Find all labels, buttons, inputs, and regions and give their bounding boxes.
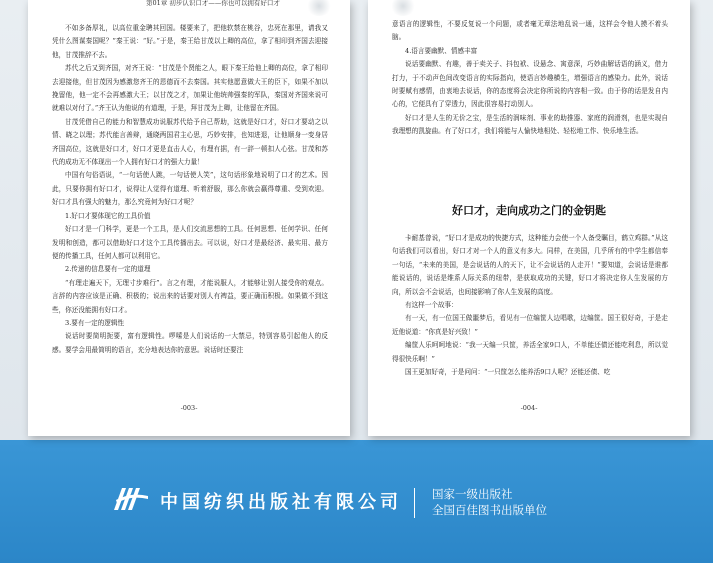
section-heading: 1.好口才要体现它的工具价值 [65,211,151,220]
paragraph: 有这样一个故事： [405,301,458,310]
paragraph: 说话时要简明扼要，富有逻辑性。啰嗦是人们说话的一大禁忌，特别容易引起他人的反感。要学会用最简明的语言，充分地表达你的意思。说话时还要注 [52,332,328,354]
paragraph: 意语言的逻辑性，不要反复说一个问题，或者毫无章法地乱说一通，这样会令他人摸不着头脑。 [392,20,668,42]
section-heading: 3.要有一定的逻辑性 [65,318,125,327]
chapter-title: 好口才，走向成功之门的金钥匙 [452,204,606,217]
paragraph: “有理走遍天下，无理寸步难行”。言之有理，才能说服人，才能够让别人接受你的观点。言辞的内容应该是正确、积极的；说出来的话要对别人有裨益，要正确而积极。如果做不到这些，你还没能拥有好口才。 [52,278,328,314]
section-heading: 2.传递的信息要有一定的道理 [65,265,151,274]
publisher-tagline: 全国百佳图书出版单位 [432,503,547,517]
publisher-tagline: 国家一级出版社 [432,487,513,501]
section-heading: 4.语言要幽默、情感丰富 [405,46,478,55]
paragraph: 好口才是人生的无价之宝，是生活的润味剂、事业的助推器、家庭的润滑剂，也是实现自我理想的凯旋曲。有了好口才，我们将能与人愉快地相处、轻松地工作、快乐地生活。 [392,113,668,136]
right-page-body-lower [392,232,668,379]
publisher-name: 中国纺织出版社有限公司 [160,492,402,513]
paragraph: 不如多备厚礼，以高位重金聘其回国。楼要来了，把他软禁在桃谷，忠死在那里，请我又凭什么图谋秦国呢？”秦王说：“好。”于是，秦王给甘茂以上卿的高位，拿了相印到齐国去迎接他，甘茂推辞不去。 [52,24,328,59]
paragraph: 苏代之后又到齐国，对齐王说：“甘茂是个贤能之人，眼下秦王给他上卿的高位，拿了相印去迎接他，但甘茂因为感激您齐王的恩德而不去秦国。其实他愿意做大王的臣下，如果不加以挽留他，他一定不会再感激大王；以甘茂之才，加果让他统帅强秦的军队，秦国对齐国来说可就难以对付了。”齐王认为他说的有道理，于是，拜甘茂为上卿，让他留在齐国。 [52,64,328,113]
page-corner-ornament [390,0,416,16]
paragraph: 有一天，有一位国王做噩梦后，看见有一位编筐人边唱歌，边编筐。国王很好奇，于是走近他说道：“你真是好兴致！” [392,314,668,336]
paragraph: 甘茂凭借自己的能力和智慧成功说服苏代给予自己帮助，这就是好口才，好口才要动之以情、晓之以理；苏代能言善辩，通晓两国君主心思，巧妙安排，也知进退，让他顺身一变身居齐国高位，这就是好口才，好口才更是直击人心，有理有据，有一辞一顿扣人心弦。甘茂和苏代的成功无不体现出一个人拥有好口才的强大力量！ [52,117,328,167]
paragraph: 说话要幽默、有趣，善于卖关子、抖包袱、设悬念、寓意深，巧妙曲解话语的涵义，借力打力，于不动声色间改变语言的实际指向，使语言妙趣横生，增强语言的感染力。此外，说话时要赋有感情，由衷地去说话，你的态度将会决定你所说的内容相一致。由于你的话是发自内心的，它便具有了穿透力，因此很容易打动别人。 [392,60,668,109]
paragraph: 好口才是一门科学，更是一个工具，是人们交流思想的工具。任何思想、任何学识、任何发明和创造，都可以借助好口才这个工具传播出去。可以说，好口才是最经济、最实用、最方便的传播工具，任何人都可以利用它。 [52,225,328,260]
footer-divider [414,488,415,518]
page-number: -003- [180,404,198,412]
paragraph: 中国有句俗语说，“一句话使人跳，一句话使人笑”，这句话形象地说明了口才的艺术。因此，只要你拥有好口才，说得让人觉得有道理、听着舒服，那么你就会赢得尊重、受到欢迎。好口才具有强大的魅力，那么究竟何为好口才呢？ [52,171,328,207]
running-head: 第01章 初步认识口才——你也可以拥有好口才 [146,0,280,7]
paragraph: 国王更加好奇，于是问问：“一只筐怎么能养活9口人呢？还能还债、吃 [405,368,611,377]
paragraph: 编筐人乐呵呵地说：“我一天编一只筐，养活全家9口人，不单能还债还能吃利息，所以觉得很快乐啊！” [392,341,668,363]
left-page-body [52,22,328,357]
paragraph: 卡耐基曾说，“好口才是成功的快捷方式，这种能力会使一个人备受瞩目，鹤立鸡群。”从这句话我们可以看出，好口才对一个人的意义有多大。同样，在美国，几乎所有的中学生都信奉一句话，“未来的美国，是会说话的人的天下，让不会说话的人走开！”要知道，会说话是谁都能说话的，说话是维系人际关系的纽带，是获取成功的关键，好口才将决定你人生发展的方向，所以会不会说话，也间接影响了你人生发展的高度。 [392,234,668,296]
page-number: -004- [520,404,538,412]
right-page [368,0,690,436]
publisher-logo-icon [112,484,150,514]
page-corner-ornament [306,0,332,16]
right-page-body-upper [392,18,668,139]
left-page [28,0,350,436]
